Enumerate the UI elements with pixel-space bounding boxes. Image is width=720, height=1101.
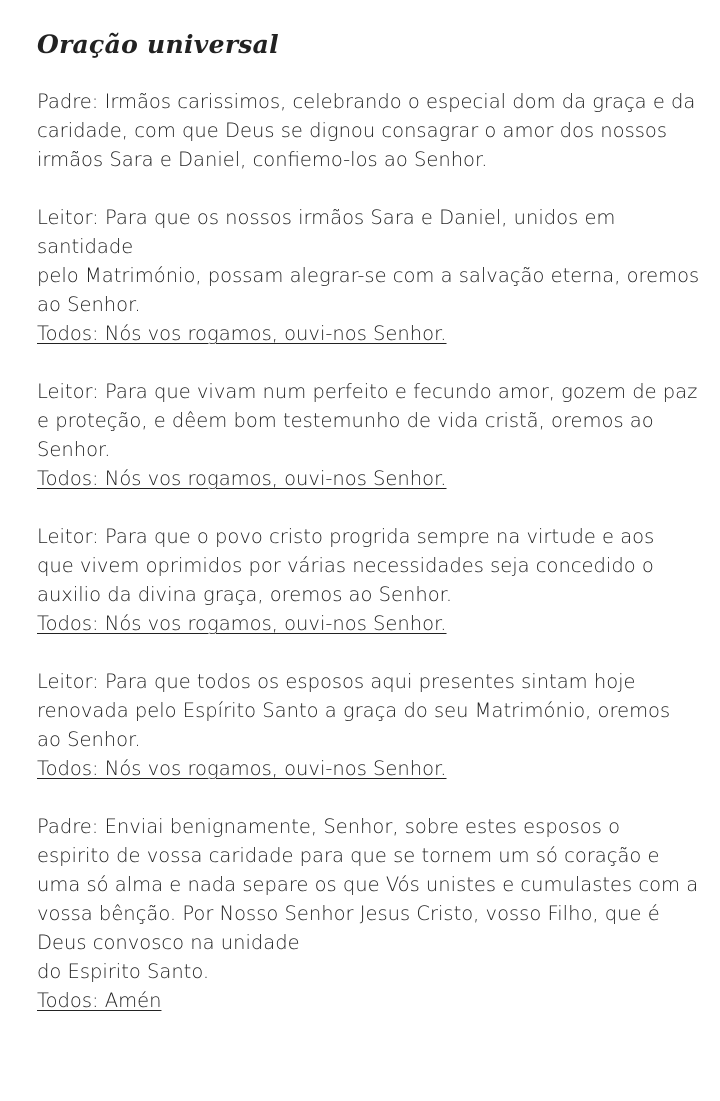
response-line: Todos: Amén: [37, 989, 162, 1012]
page-title: Oração universal: [37, 30, 279, 59]
response-line: Todos: Nós vos rogamos, ouvi-nos Senhor.: [37, 322, 447, 345]
prayer-line: auxilio da divina graça, oremos ao Senhor.: [37, 583, 453, 606]
prayer-line: do Espirito Santo.: [37, 960, 210, 983]
prayer-line: santidade: [37, 235, 134, 258]
prayer-block: [37, 667, 717, 783]
prayer-line: espirito de vossa caridade para que se tornem um só coração e: [37, 844, 660, 867]
prayer-line: Senhor.: [37, 438, 111, 461]
prayer-line: Padre: Irmãos carissimos, celebrando o especial dom da graça e da: [37, 90, 696, 113]
prayer-line: Leitor: Para que vivam num perfeito e fecundo amor, gozem de paz: [37, 380, 698, 403]
prayer-line: ao Senhor.: [37, 728, 141, 751]
prayer-line: Deus convosco na unidade: [37, 931, 300, 954]
prayer-line: irmãos Sara e Daniel, confiemo-los ao Senhor.: [37, 148, 488, 171]
prayer-block: [37, 377, 717, 493]
prayer-block: [37, 87, 717, 174]
prayer-line: Leitor: Para que os nossos irmãos Sara e Daniel, unidos em: [37, 206, 616, 229]
response-line: Todos: Nós vos rogamos, ouvi-nos Senhor.: [37, 612, 447, 635]
prayer-block: [37, 203, 717, 348]
document-page: [37, 28, 717, 1044]
prayer-line: que vivem oprimidos por várias necessidades seja concedido o: [37, 554, 654, 577]
prayer-line: renovada pelo Espírito Santo a graça do seu Matrimónio, oremos: [37, 699, 671, 722]
prayer-blocks: [37, 87, 717, 1015]
prayer-block: [37, 812, 717, 1015]
prayer-line: uma só alma e nada separe os que Vós unistes e cumulastes com a: [37, 873, 699, 896]
prayer-line: pelo Matrimónio, possam alegrar-se com a salvação eterna, oremos: [37, 264, 700, 287]
prayer-line: Leitor: Para que todos os esposos aqui presentes sintam hoje: [37, 670, 636, 693]
prayer-line: caridade, com que Deus se dignou consagrar o amor dos nossos: [37, 119, 667, 142]
prayer-line: ao Senhor.: [37, 293, 141, 316]
prayer-line: e proteção, e dêem bom testemunho de vida cristã, oremos ao: [37, 409, 654, 432]
response-line: Todos: Nós vos rogamos, ouvi-nos Senhor.: [37, 467, 447, 490]
prayer-line: vossa bênção. Por Nosso Senhor Jesus Cristo, vosso Filho, que é: [37, 902, 660, 925]
prayer-block: [37, 522, 717, 638]
prayer-line: Padre: Enviai benignamente, Senhor, sobre estes esposos o: [37, 815, 621, 838]
response-line: Todos: Nós vos rogamos, ouvi-nos Senhor.: [37, 757, 447, 780]
prayer-line: Leitor: Para que o povo cristo progrida sempre na virtude e aos: [37, 525, 655, 548]
